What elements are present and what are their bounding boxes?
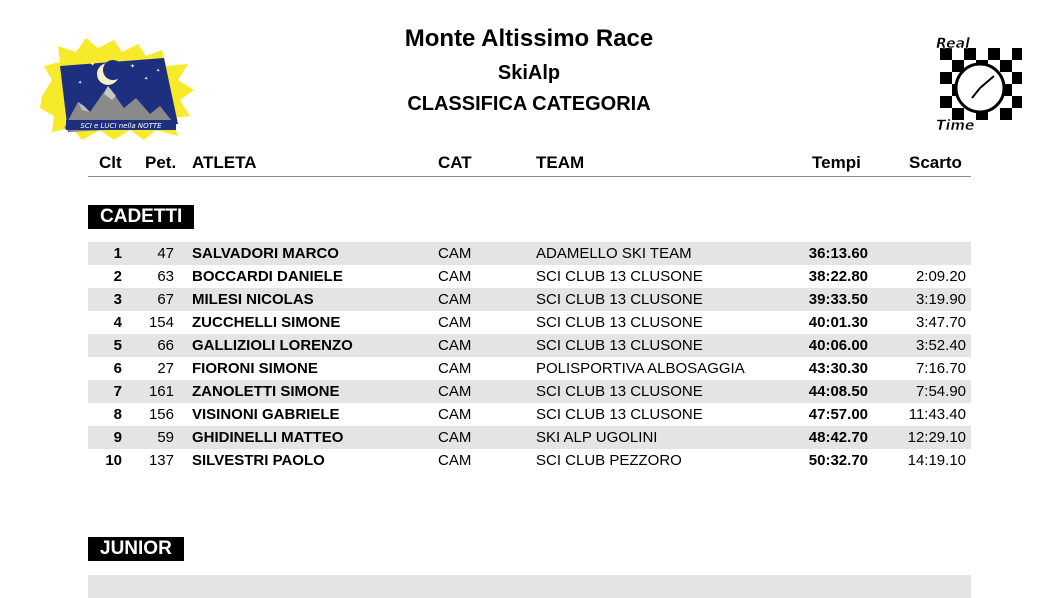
cell-cat: CAM — [438, 268, 472, 285]
cell-cat: CAM — [438, 314, 472, 331]
cell-tempo: 48:42.70 — [808, 429, 868, 446]
column-header-clt: Clt — [99, 153, 122, 172]
column-header-pet: Pet. — [145, 153, 177, 172]
cell-scarto: 3:19.90 — [915, 291, 966, 308]
cell-tempo: 36:13.60 — [808, 245, 868, 262]
cell-atleta: SALVADORI MARCO — [192, 245, 339, 262]
cell-scarto: 7:16.70 — [915, 360, 966, 377]
cell-cat: CAM — [438, 245, 472, 262]
table-row — [88, 403, 971, 426]
cell-tempo: 40:01.30 — [808, 314, 868, 331]
cell-atleta: GHIDINELLI MATTEO — [192, 429, 344, 446]
cell-clt: 9 — [113, 429, 122, 446]
cell-scarto: 3:47.70 — [915, 314, 966, 331]
cell-tempo: 40:06.00 — [808, 337, 868, 354]
cell-team: SCI CLUB 13 CLUSONE — [536, 337, 703, 354]
cell-clt: 10 — [105, 452, 122, 469]
cell-atleta: BOCCARDI DANIELE — [192, 268, 343, 285]
table-row — [88, 334, 971, 357]
cell-atleta: FIORONI SIMONE — [192, 360, 318, 377]
cell-cat: CAM — [438, 337, 472, 354]
table-row — [88, 357, 971, 380]
cell-cat: CAM — [438, 291, 472, 308]
ranking-heading: CLASSIFICA CATEGORIA — [407, 93, 651, 115]
column-header-tempi: Tempi — [812, 153, 861, 172]
cell-team: ADAMELLO SKI TEAM — [536, 245, 692, 262]
cell-team: SCI CLUB 13 CLUSONE — [536, 268, 703, 285]
cell-scarto: 11:43.40 — [908, 406, 966, 423]
cell-pet: 67 — [157, 291, 174, 308]
cell-atleta: VISINONI GABRIELE — [192, 406, 340, 423]
cell-clt: 2 — [113, 268, 122, 285]
cell-team: SCI CLUB 13 CLUSONE — [536, 383, 703, 400]
cell-clt: 5 — [113, 337, 122, 354]
cell-clt: 1 — [113, 245, 122, 262]
cell-cat: CAM — [438, 452, 472, 469]
table-row — [88, 575, 971, 598]
cell-team: SKI ALP UGOLINI — [536, 429, 658, 446]
cell-cat: CAM — [438, 406, 472, 423]
category-label-junior: JUNIOR — [88, 537, 184, 561]
cell-scarto: 2:09.20 — [915, 268, 966, 285]
race-discipline: SkiAlp — [497, 62, 561, 84]
cell-pet: 59 — [157, 429, 174, 446]
svg-text:✦: ✦ — [90, 61, 96, 68]
cell-pet: 137 — [148, 452, 174, 469]
cell-atleta: MILESI NICOLAS — [192, 291, 314, 308]
cell-atleta: SILVESTRI PAOLO — [192, 452, 325, 469]
cell-team: SCI CLUB 13 CLUSONE — [536, 406, 703, 423]
cell-tempo: 50:32.70 — [808, 452, 868, 469]
table-row — [88, 380, 971, 403]
cell-pet: 63 — [157, 268, 174, 285]
category-label-cadetti: CADETTI — [88, 205, 194, 229]
cell-scarto: 7:54.90 — [915, 383, 966, 400]
cell-scarto: 3:52.40 — [915, 337, 966, 354]
column-header-team: TEAM — [536, 153, 585, 172]
real-time-logo — [932, 36, 1028, 132]
race-title: Monte Altissimo Race — [404, 25, 654, 52]
cell-clt: 3 — [113, 291, 122, 308]
svg-text:Time: Time — [936, 118, 975, 132]
cell-pet: 154 — [148, 314, 174, 331]
table-row — [88, 311, 971, 334]
svg-text:✦: ✦ — [78, 80, 83, 86]
cell-atleta: ZANOLETTI SIMONE — [192, 383, 340, 400]
cell-tempo: 39:33.50 — [808, 291, 868, 308]
svg-text:SCI e LUCI nella NOTTE: SCI e LUCI nella NOTTE — [80, 122, 162, 130]
header-divider — [88, 176, 971, 177]
svg-text:✦: ✦ — [130, 63, 136, 70]
cell-team: POLISPORTIVA ALBOSAGGIA — [536, 360, 745, 377]
cell-clt: 8 — [113, 406, 122, 423]
table-row — [88, 242, 971, 265]
cell-cat: CAM — [438, 360, 472, 377]
cell-atleta: GALLIZIOLI LORENZO — [192, 337, 353, 354]
cell-atleta: ZUCCHELLI SIMONE — [192, 314, 341, 331]
table-row — [88, 265, 971, 288]
cell-team: SCI CLUB PEZZORO — [536, 452, 682, 469]
cell-tempo: 44:08.50 — [808, 383, 868, 400]
cell-tempo: 43:30.30 — [808, 360, 868, 377]
table-row — [88, 426, 971, 449]
cell-pet: 156 — [148, 406, 174, 423]
cell-cat: CAM — [438, 383, 472, 400]
cell-pet: 161 — [148, 383, 174, 400]
svg-text:✦: ✦ — [156, 68, 161, 74]
cell-clt: 7 — [113, 383, 122, 400]
table-row — [88, 288, 971, 311]
cell-tempo: 47:57.00 — [808, 406, 868, 423]
sci-luci-notte-logo — [38, 36, 198, 142]
svg-text:Real: Real — [936, 36, 970, 52]
cell-clt: 6 — [113, 360, 122, 377]
svg-text:✦: ✦ — [144, 76, 149, 82]
cell-scarto: 14:19.10 — [907, 452, 966, 469]
cell-clt: 4 — [113, 314, 122, 331]
cell-pet: 27 — [157, 360, 174, 377]
cell-pet: 47 — [157, 245, 174, 262]
cell-team: SCI CLUB 13 CLUSONE — [536, 291, 703, 308]
column-header-atleta: ATLETA — [192, 153, 257, 172]
column-header-scarto: Scarto — [909, 153, 962, 172]
cell-cat: CAM — [438, 429, 472, 446]
cell-team: SCI CLUB 13 CLUSONE — [536, 314, 703, 331]
cell-scarto: 12:29.10 — [907, 429, 966, 446]
column-header-cat: CAT — [438, 153, 472, 172]
table-row — [88, 449, 971, 472]
cell-tempo: 38:22.80 — [808, 268, 868, 285]
cell-pet: 66 — [157, 337, 174, 354]
